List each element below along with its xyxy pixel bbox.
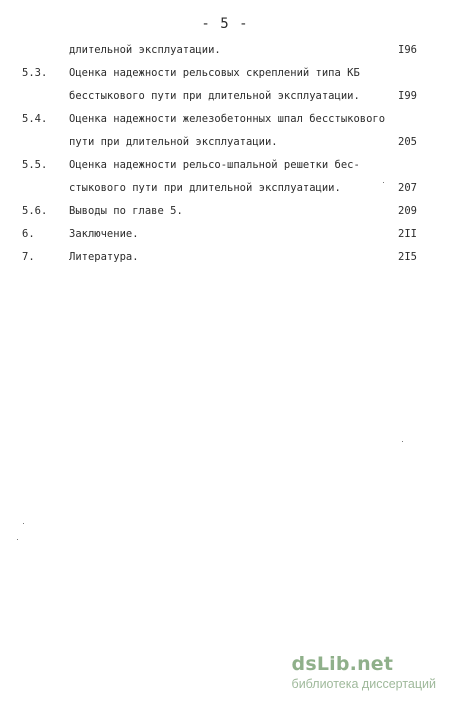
toc-section-number: 5.3.	[22, 67, 48, 79]
toc-entry-text: стыкового пути при длительной эксплуатации.	[69, 182, 341, 194]
watermark	[292, 654, 436, 692]
toc-line	[0, 158, 450, 173]
toc-entry-text: Литература.	[69, 251, 139, 263]
toc-page-number: 207	[398, 182, 417, 194]
toc-page-number: 2II	[398, 228, 417, 240]
scan-speck	[402, 441, 403, 442]
toc-entry-text: Оценка надежности железобетонных шпал бесстыкового	[69, 113, 386, 125]
toc-line	[0, 89, 450, 104]
toc-entry-text: пути при длительной эксплуатации.	[69, 136, 278, 148]
toc-line	[0, 135, 450, 150]
page-number: - 5 -	[201, 16, 249, 32]
toc-line	[0, 204, 450, 219]
toc-line	[0, 250, 450, 265]
toc-page-number: I96	[398, 44, 417, 56]
toc-entry-text: Заключение.	[69, 228, 139, 240]
toc-entry-text: Оценка надежности рельсовых скреплений типа КБ	[69, 67, 360, 79]
toc-entry-text: длительной эксплуатации.	[69, 44, 221, 56]
watermark-subtitle: библиотека диссертаций	[291, 677, 436, 691]
toc-entry-text: бесстыкового пути при длительной эксплуатации.	[69, 90, 360, 102]
toc-section-number: 6.	[22, 228, 35, 240]
toc-page-number: 2I5	[398, 251, 417, 263]
toc-page-number: 205	[398, 136, 417, 148]
toc-entry-text: Выводы по главе 5.	[69, 205, 183, 217]
toc-page-number: I99	[398, 90, 417, 102]
scan-speck	[17, 539, 18, 540]
toc-line	[0, 227, 450, 242]
toc-section-number: 5.4.	[22, 113, 48, 125]
toc-line	[0, 112, 450, 127]
toc-section-number: 5.6.	[22, 205, 48, 217]
toc-page-number: 209	[398, 205, 417, 217]
table-of-contents	[0, 43, 450, 265]
toc-line	[0, 66, 450, 81]
watermark-logo: dsLib.net	[291, 653, 394, 675]
toc-section-number: 5.5.	[22, 159, 48, 171]
toc-line	[0, 43, 450, 58]
scan-speck	[383, 182, 384, 183]
toc-line	[0, 181, 450, 196]
scan-speck	[23, 523, 24, 524]
toc-entry-text: Оценка надежности рельсо-шпальной решетки бес-	[69, 159, 360, 171]
toc-section-number: 7.	[22, 251, 35, 263]
